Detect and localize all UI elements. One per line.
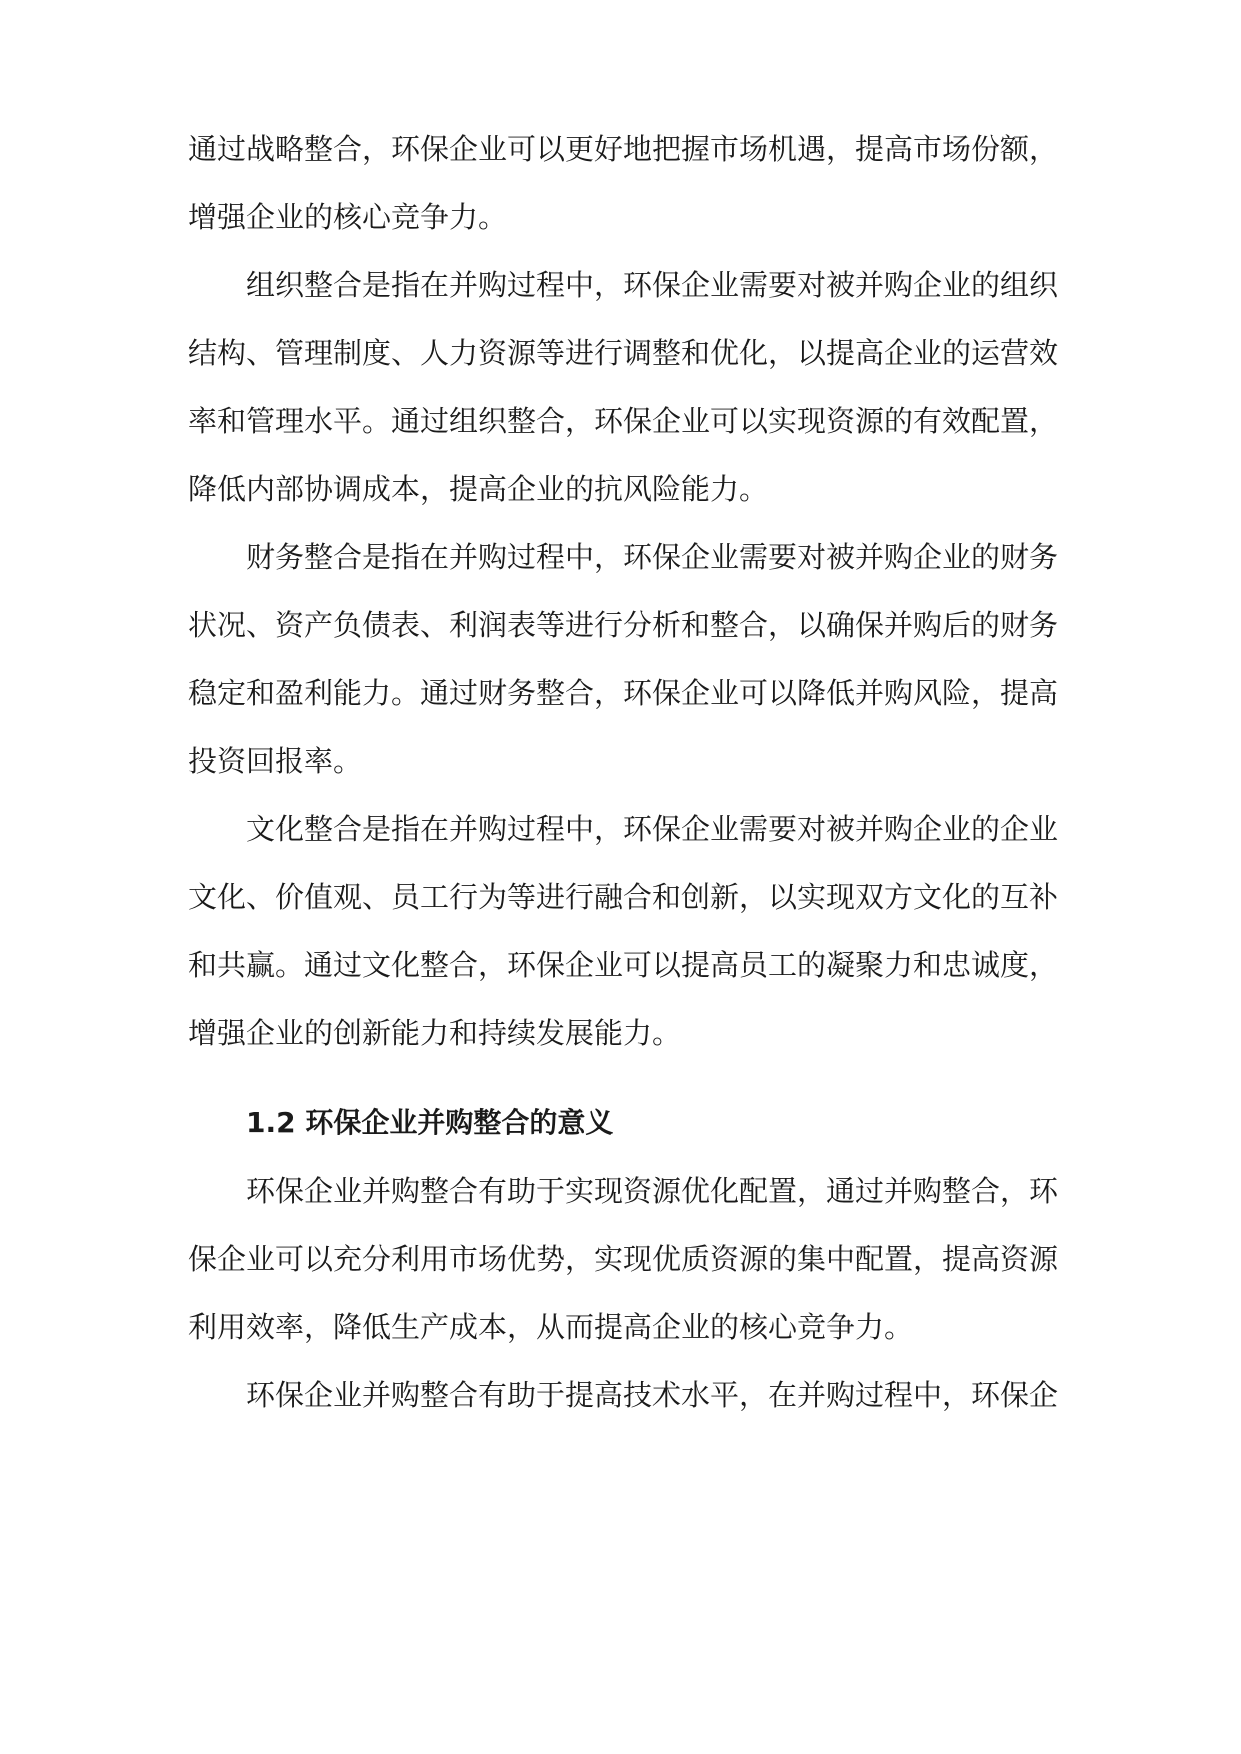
paragraph-2-line-3: 率和管理水平。通过组织整合，环保企业可以实现资源的有效配置， — [188, 404, 1059, 438]
section-heading: 1.2 环保企业并购整合的意义 — [246, 1106, 614, 1139]
paragraph-1-line-1: 通过战略整合，环保企业可以更好地把握市场机遇，提高市场份额， — [188, 132, 1059, 166]
section-paragraph-2-line-1: 环保企业并购整合有助于提高技术水平，在并购过程中，环保企 — [246, 1378, 1059, 1412]
paragraph-3-line-3: 稳定和盈利能力。通过财务整合，环保企业可以降低并购风险，提高 — [188, 676, 1059, 710]
paragraph-4-line-2: 文化、价值观、员工行为等进行融合和创新，以实现双方文化的互补 — [188, 880, 1059, 914]
paragraph-2-line-1: 组织整合是指在并购过程中，环保企业需要对被并购企业的组织 — [246, 268, 1059, 302]
paragraph-2-line-2: 结构、管理制度、人力资源等进行调整和优化，以提高企业的运营效 — [188, 336, 1059, 370]
section-paragraph-1-line-2: 保企业可以充分利用市场优势，实现优质资源的集中配置，提高资源 — [188, 1242, 1059, 1276]
paragraph-3-line-1: 财务整合是指在并购过程中，环保企业需要对被并购企业的财务 — [246, 540, 1059, 574]
paragraph-4-line-1: 文化整合是指在并购过程中，环保企业需要对被并购企业的企业 — [246, 812, 1059, 846]
section-paragraph-1-line-3: 利用效率，降低生产成本，从而提高企业的核心竞争力。 — [188, 1310, 914, 1344]
paragraph-4-line-4: 增强企业的创新能力和持续发展能力。 — [188, 1016, 682, 1050]
paragraph-4-line-3: 和共赢。通过文化整合，环保企业可以提高员工的凝聚力和忠诚度， — [188, 948, 1059, 982]
paragraph-3-line-4: 投资回报率。 — [188, 744, 363, 778]
paragraph-3-line-2: 状况、资产负债表、利润表等进行分析和整合，以确保并购后的财务 — [188, 608, 1059, 642]
paragraph-1-line-2: 增强企业的核心竞争力。 — [188, 200, 508, 234]
paragraph-2-line-4: 降低内部协调成本，提高企业的抗风险能力。 — [188, 472, 769, 506]
section-paragraph-1-line-1: 环保企业并购整合有助于实现资源优化配置，通过并购整合，环 — [246, 1174, 1059, 1208]
